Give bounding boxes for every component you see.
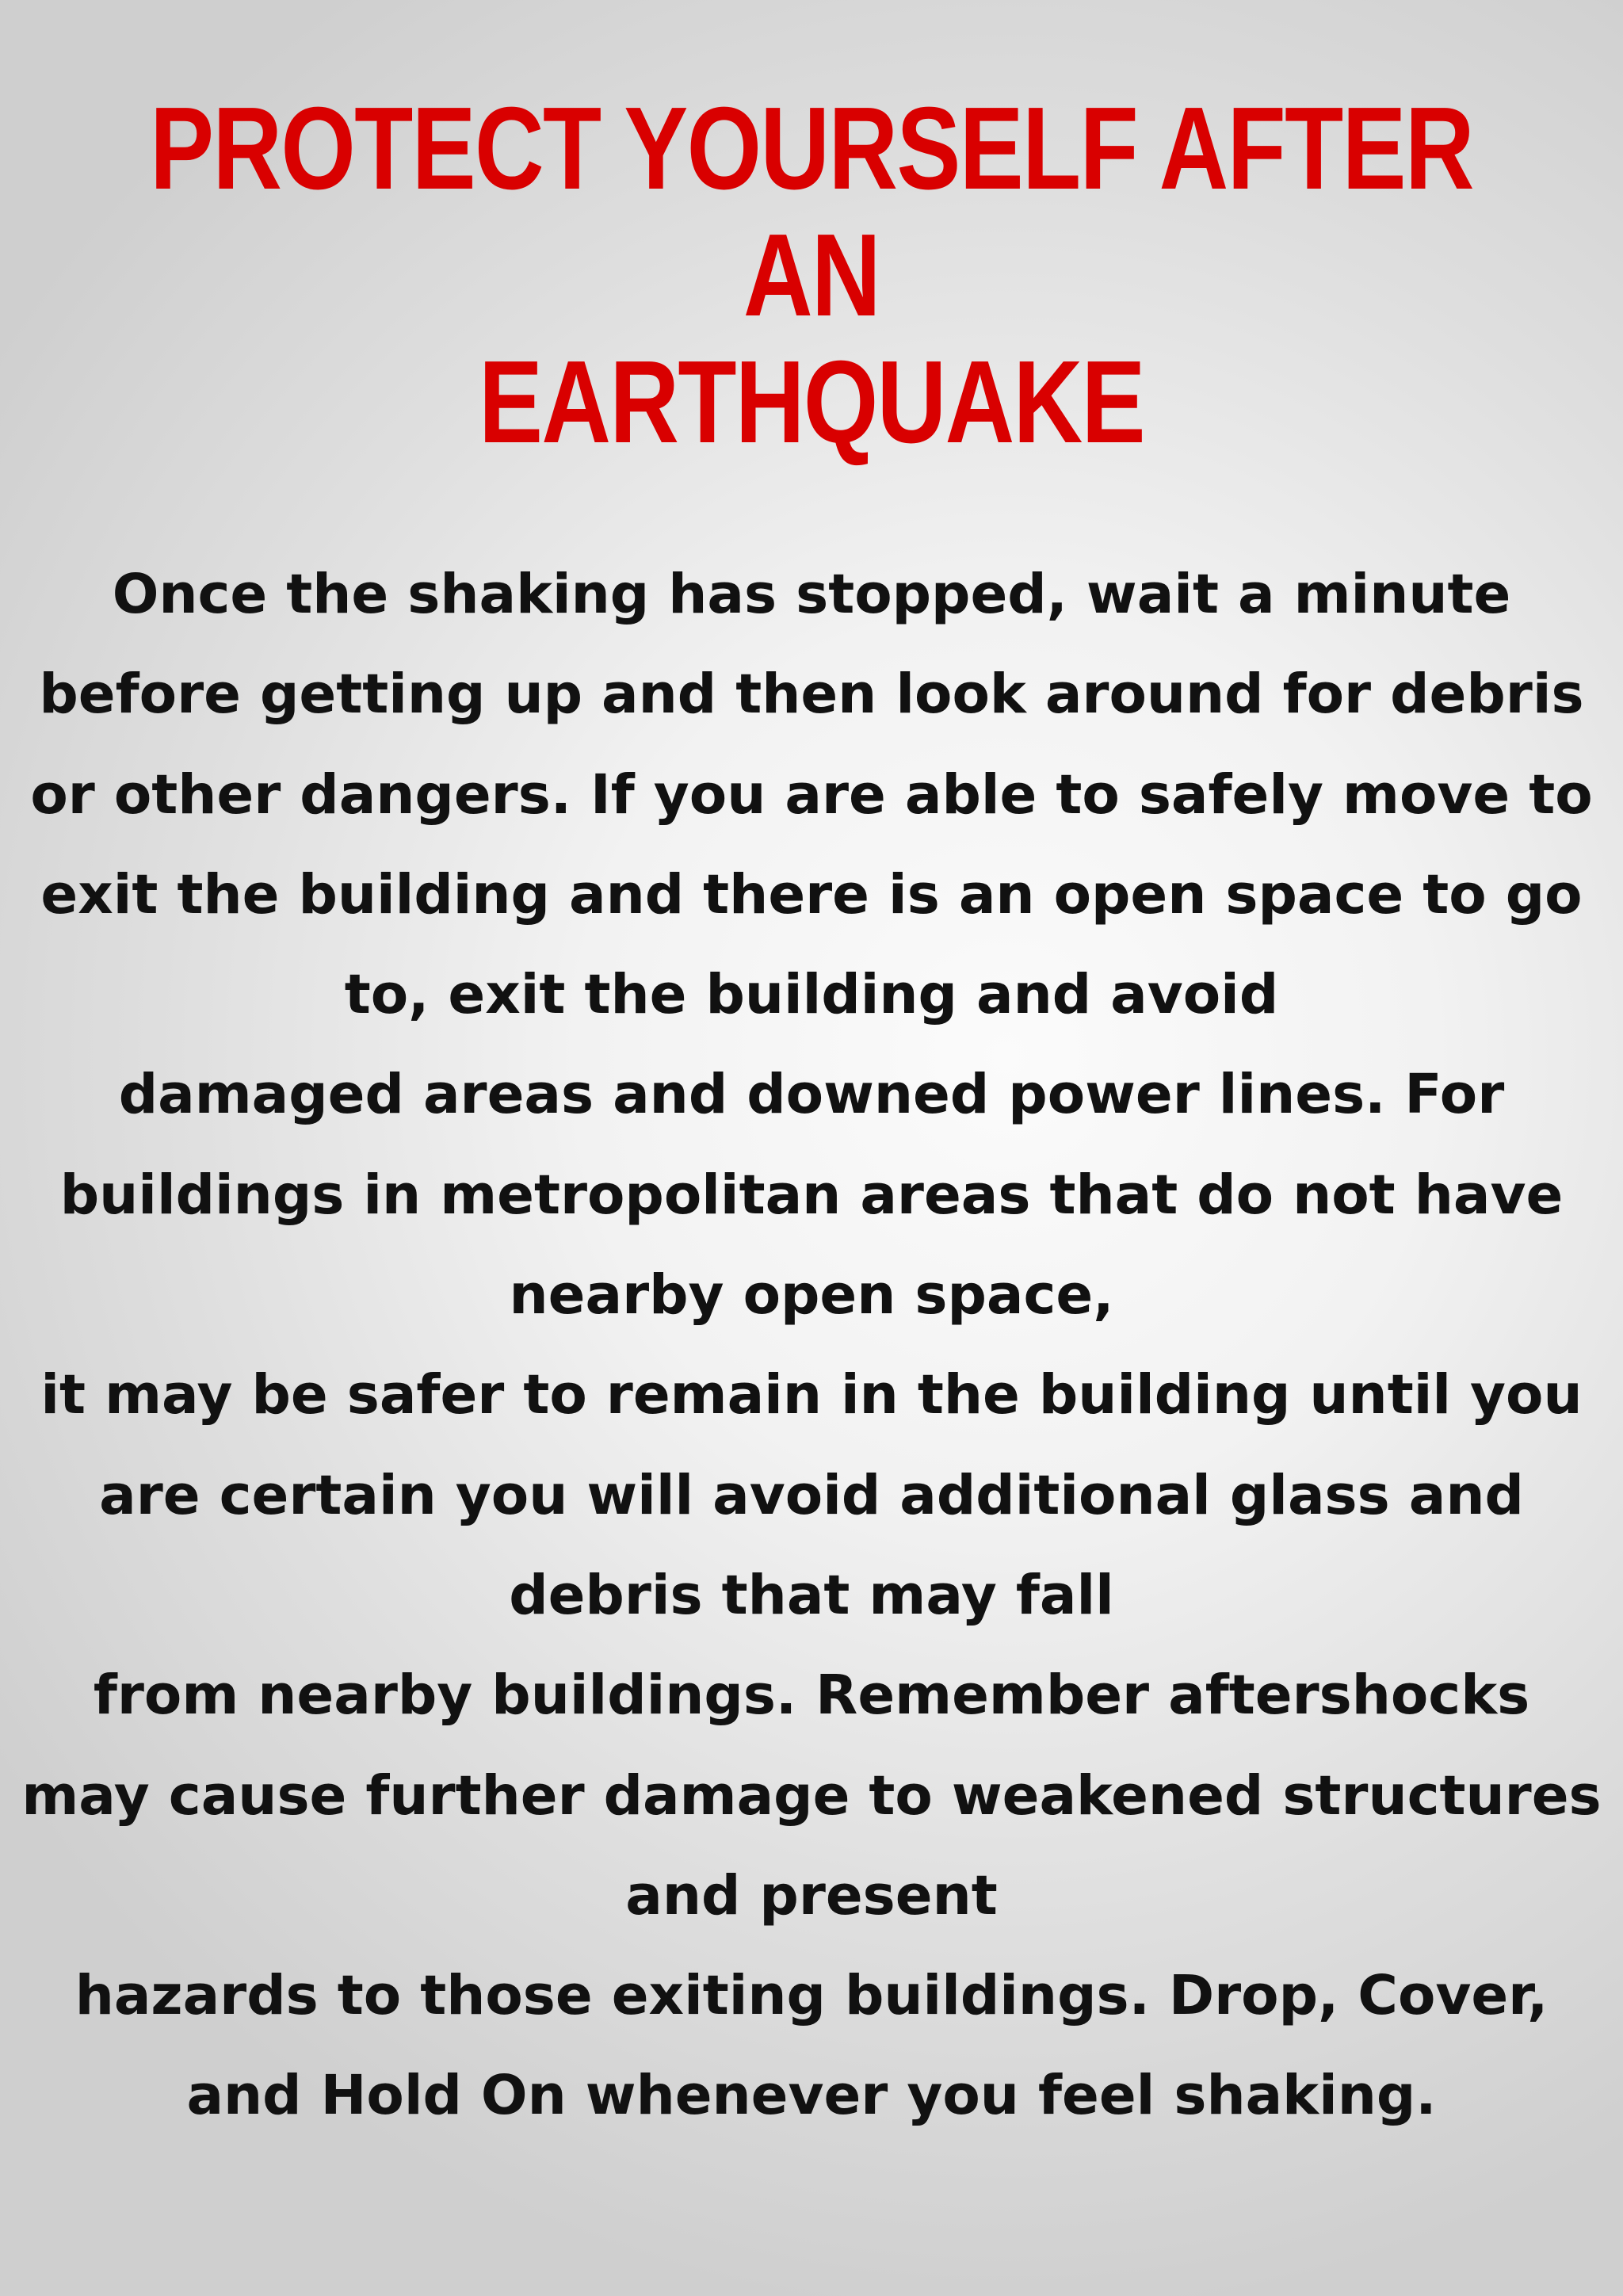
body-line: hazards to those exiting buildings. Drop, Cover, xyxy=(74,1964,1549,2028)
body-line: and Hold On whenever you feel shaking. xyxy=(186,2064,1437,2128)
body-line: from nearby buildings. Remember aftershocks xyxy=(93,1664,1530,1728)
poster-title xyxy=(146,83,1476,468)
body-line: buildings in metropolitan areas that do not have xyxy=(59,1163,1564,1227)
title-line-1: PROTECT YOURSELF AFTER AN xyxy=(150,83,1473,341)
title-line-2: EARTHQUAKE xyxy=(479,337,1144,468)
body-line: before getting up and then look around for debris xyxy=(39,663,1584,727)
body-line: it may be safer to remain in the building until you xyxy=(40,1363,1583,1427)
body-line: to, exit the building and avoid xyxy=(344,963,1279,1027)
body-line: exit the building and there is an open space to go xyxy=(40,862,1583,926)
body-line: may cause further damage to weakened structures xyxy=(21,1763,1602,1828)
body-line: are certain you will avoid additional glass and xyxy=(99,1463,1524,1527)
body-line: nearby open space, xyxy=(509,1263,1114,1328)
body-line: debris that may fall xyxy=(509,1563,1114,1627)
body-line: and present xyxy=(625,1863,998,1927)
body-line: Once the shaking has stopped, wait a minute xyxy=(112,563,1511,626)
poster-body xyxy=(0,544,1623,2146)
body-line: or other dangers. If you are able to safely move to xyxy=(30,762,1593,827)
body-line: damaged areas and downed power lines. For xyxy=(118,1063,1505,1127)
